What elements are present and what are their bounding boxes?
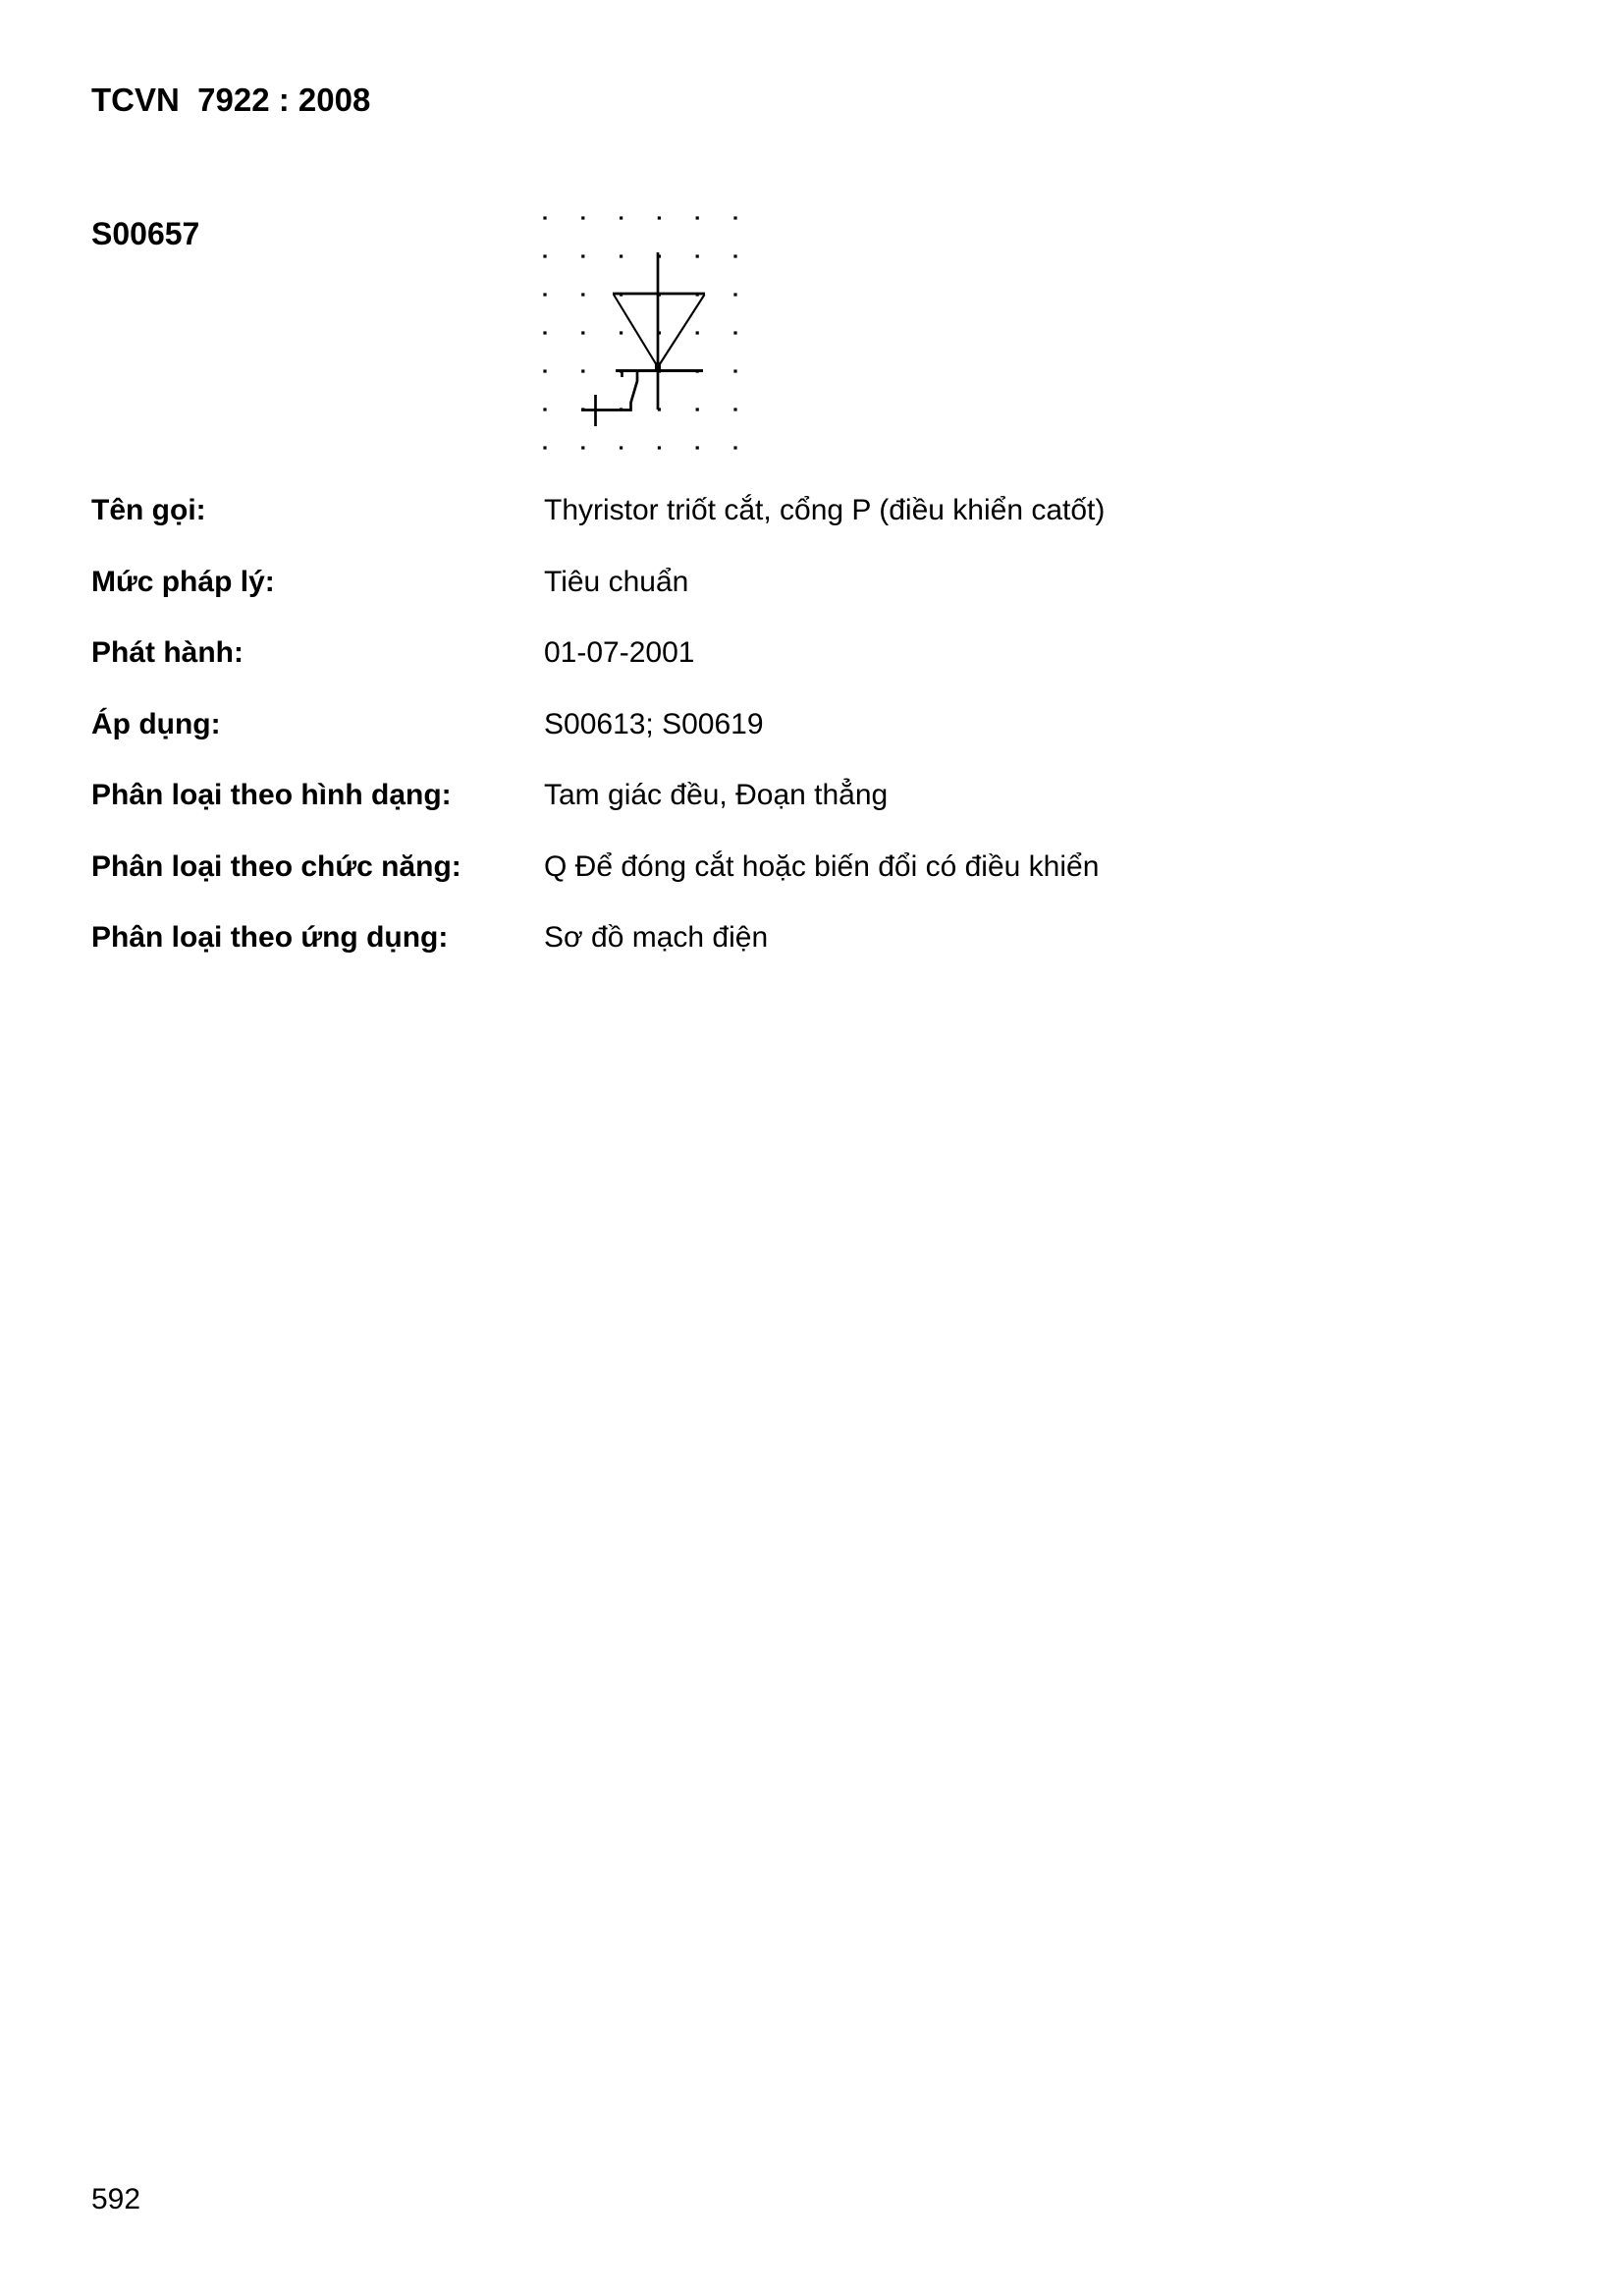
grid-dot [543, 369, 546, 372]
grid-dot [543, 254, 546, 257]
grid-dot [620, 254, 623, 257]
field-label: Phân loại theo chức năng: [91, 850, 461, 883]
grid-dot [620, 446, 623, 449]
field-row-ap-dung [0, 708, 1624, 747]
field-value: S00613; S00619 [544, 708, 764, 740]
field-value: Q Để đóng cắt hoặc biến đổi có điều khiển [544, 850, 1100, 883]
grid-dot [658, 216, 661, 219]
grid-dot [658, 446, 661, 449]
grid-dot [581, 446, 584, 449]
grid-dot [581, 369, 584, 372]
symbol-id: S00657 [91, 216, 200, 251]
field-label: Phân loại theo ứng dụng: [91, 921, 449, 954]
grid-dot [733, 369, 736, 372]
field-row-phan-loai-chuc-nang [0, 850, 1624, 890]
grid-dot [581, 331, 584, 334]
field-row-phat-hanh [0, 636, 1624, 676]
symbol-triangle-right-side [659, 295, 705, 366]
field-value: 01-07-2001 [544, 636, 695, 669]
field-row-ten-goi [0, 494, 1624, 533]
field-value: Sơ đồ mạch điện [544, 921, 769, 954]
grid-dot [733, 446, 736, 449]
grid-dot [733, 216, 736, 219]
page-number: 592 [91, 2183, 141, 2215]
grid-dot [543, 408, 546, 410]
field-label: Tên gọi: [91, 494, 206, 526]
grid-dot [733, 408, 736, 410]
grid-dot [696, 254, 699, 257]
field-value: Tam giác đều, Đoạn thẳng [544, 779, 889, 811]
field-label: Mức pháp lý: [91, 566, 275, 598]
symbol-grid-dots [543, 216, 736, 449]
field-row-phan-loai-ung-dung [0, 921, 1624, 960]
grid-dot [733, 293, 736, 296]
thyristor-symbol-figure [530, 200, 754, 462]
symbol-triangle-left-side [614, 295, 658, 366]
grid-dot [733, 254, 736, 257]
grid-dot [543, 331, 546, 334]
grid-dot [696, 408, 699, 410]
grid-dot [733, 331, 736, 334]
grid-dot [543, 216, 546, 219]
field-label: Phát hành: [91, 636, 244, 669]
symbol-gate-lead [581, 371, 637, 410]
grid-dot [620, 216, 623, 219]
grid-dot [543, 446, 546, 449]
field-row-muc-phap-ly [0, 566, 1624, 605]
grid-dot [696, 216, 699, 219]
grid-dot [543, 293, 546, 296]
grid-dot [696, 331, 699, 334]
field-value: Thyristor triốt cắt, cổng P (điều khiển catốt) [544, 494, 1106, 526]
grid-dot [581, 254, 584, 257]
field-row-phan-loai-hinh-dang [0, 779, 1624, 818]
grid-dot [581, 293, 584, 296]
document-title: TCVN 7922 : 2008 [91, 82, 371, 118]
field-label: Áp dụng: [91, 708, 221, 740]
field-label: Phân loại theo hình dạng: [91, 779, 452, 811]
grid-dot [696, 446, 699, 449]
symbol-apex-junction [655, 362, 661, 370]
grid-dot [620, 331, 623, 334]
field-value: Tiêu chuẩn [544, 566, 689, 598]
grid-dot [581, 216, 584, 219]
